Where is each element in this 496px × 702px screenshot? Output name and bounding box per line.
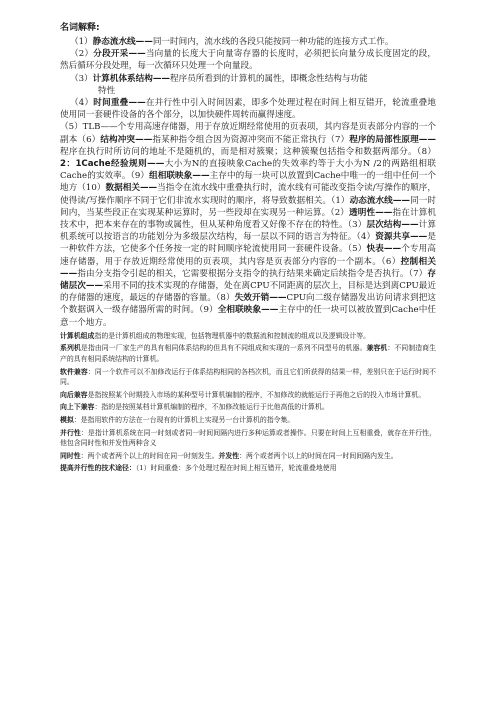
def-text: ：是指用软件的方法在一台现有的计算机上实现另一台计算机的指令集。	[73, 416, 295, 425]
item-1	[60, 36, 436, 48]
def-up-down-compat	[60, 402, 436, 413]
def-term: 向后兼容	[60, 390, 88, 399]
item-number: （4）	[70, 98, 94, 109]
def-text: 指的是计算机组成的物理实现，包括物理机器中的数据流和控制流的组成以及逻辑设计等。	[94, 331, 371, 340]
def-text: ：两个或者两个以上的时间在同一时刻发生。	[80, 451, 219, 460]
def-term: 并行性	[60, 428, 81, 437]
def-text: ：两个或者两个以上的时间在同一时间间隔内发生。	[239, 451, 398, 460]
item-2	[60, 48, 436, 72]
def-term: 向上下兼容	[60, 403, 95, 412]
term-set-associative: 组相联映象——	[149, 171, 210, 182]
def-term: 同时性	[60, 451, 81, 460]
terms-block	[60, 331, 436, 474]
item-number: （1）	[70, 37, 93, 47]
def-term: 兼容机	[366, 344, 388, 353]
item-definition: 同一时间内，流水线的各段只能按同一种功能的连接方式工作。	[152, 37, 394, 47]
term-data-hazard: 数据相关——	[105, 183, 158, 194]
term-miss-penalty: 失效开销——	[234, 293, 287, 304]
def-term: 系列机	[60, 344, 81, 353]
text-run: （5）TLB——个专用高速存储器，用于存放近期经常使用的页表项，其内容是页表部分内容的一个副本（6）	[60, 122, 436, 145]
item-3-tail: 特性	[98, 85, 116, 96]
def-text: 是指按照某个时期投入市场的某种型号计算机编制的程序，不加修改的就能运行于再他之后的投入市场计算机。	[87, 390, 426, 399]
def-computer-organization	[60, 331, 436, 342]
item-term: 分段开采——	[93, 49, 146, 60]
item-definition: 在并行性中引入时间因素，即多个处理过程在时间上相互错开，轮流重叠地使用同一套硬件设备的各个部分，以加快硬件周转而赢得速度。	[60, 98, 436, 121]
term-transparency: 透明性——	[349, 207, 393, 218]
item-term: 静态流水线——	[92, 37, 153, 47]
text-run: 采用不同的技术实现的存储器，处在离CPU不同距离的层次上，目标是达到离CPU最近的存储器的速度，最远的存储器的容量。（8）	[60, 281, 436, 304]
term-control-hazard: 控制相关——	[60, 256, 436, 279]
text-run: 是一种软件方法，它使多个任务按一定的时间顺序轮流使用同一套硬件设备。（5）	[60, 232, 436, 255]
term-memory-hierarchy: 存储层次——	[60, 268, 436, 292]
text-run: 主存中的每一块可以放置到Cache中唯一的一组中任何一个地方（10）	[60, 171, 436, 194]
def-text: 是指由同一厂家生产的具有相同体系结构的但具有不同组成和实现的一系列不同型号的机器。	[80, 344, 367, 353]
def-text: （1）时间重叠：多个处理过程在时间上相互错开，轮流重叠地使用	[135, 464, 337, 473]
term-locality: 程序的局部性原理——	[349, 134, 436, 145]
def-text: ：指的是按照某档计算机编制的程序，不加修改能运行于比他高低的计算机。	[94, 403, 329, 412]
def-simulation	[60, 415, 436, 426]
item-definition: 当向量的长度大于向量寄存器的长度时，必须把长向量分成长度固定的段，然后循环分段处理，每一次循环只处理一个向量段。	[60, 49, 436, 72]
text-run: CPU向二级存储器发出访问请求到把这个数据调入一级存储器所需的时间。（9）	[60, 293, 437, 316]
text-run: 个专用高速存储器，用于存放近期经常使用的页表项，其内容是页表部分内容的一个副本。（6）	[60, 244, 436, 267]
item-3	[60, 73, 436, 85]
page-title: 名词解释:	[60, 23, 100, 33]
text-run: 指由分支指令引起的相关，它需要根据分支指令的执行结果来确定后续指令是否执行。（7）	[77, 268, 428, 279]
def-term: 提高并行性的技术途径：	[60, 464, 136, 473]
text-run: 大小为N的直接映象Cache的失效率约等于大小为N /2的两路组相联Cache的实效率。（9）	[60, 159, 436, 182]
def-backward-compat	[60, 390, 436, 401]
text-run: 指某种指令组合因为资源冲突而不能正常执行（7）	[152, 134, 350, 145]
def-text: ：同一个软件可以不加修改运行于体系结构相同的各档次机，而且它们所获得的结果一样，差别只在于运行时间不同。	[60, 367, 436, 387]
def-simultaneity	[60, 451, 436, 462]
term-dynamic-pipeline: 动态流水线——	[349, 195, 411, 206]
def-text: ：是指计算机系统在同一时刻或者同一时间间隔内进行多种运算或者操作。只要在时间上互相重叠，就存在并行性，他包含同时性和并发性两种含义	[60, 428, 437, 448]
def-term: 软件兼容	[60, 367, 88, 376]
term-tlb: 快表——	[366, 244, 402, 255]
item-definition: 程序员所看到的计算机的属性，即概念性结构与功能	[170, 73, 368, 84]
item-number: （2）	[70, 49, 94, 60]
item-number: （3）	[70, 73, 93, 84]
item-term: 时间重叠——	[93, 98, 146, 109]
term-structural-hazard: 结构冲突——	[100, 134, 153, 145]
def-parallel-techniques	[60, 463, 436, 474]
item-4	[60, 97, 436, 121]
term-resource-sharing: 资源共享——	[375, 232, 428, 243]
def-term: 模拟	[60, 416, 74, 425]
text-run: 计算机系统可以按语言的功能划分为多级层次结构，每一层以不同的语言为特征。（4）	[60, 220, 436, 243]
text-run: 程序在执行时所访问的地址不是随机的，而是相对簇聚；这种簇聚包括指令和数据两部分。（8）	[60, 146, 436, 157]
item-term: 计算机体系结构——	[92, 73, 171, 84]
def-term: 计算机组成	[60, 331, 95, 340]
text-run: 同一时间内，当某些段正在实现某种运算时，另一些段却在实现另一种运算。（2）	[60, 195, 436, 218]
text-run: 当指令在流水线中重叠执行时，流水线有可能改变指令读/写操作的顺序，使得读/写操作顺序不同于它们非流水实现时的顺序，将导致数据相关。（1）	[60, 183, 436, 206]
text-run: 指在计算机技术中，把本来存在的事物或属性，但从某种角度看又好像不存在的特性。（3）	[60, 207, 436, 231]
combined-paragraph	[60, 121, 436, 328]
def-term: 并发性	[218, 451, 240, 460]
term-fully-associative: 全相联映象——	[217, 305, 279, 316]
term-cache-rule: 2：1Cache经验规则——	[60, 159, 165, 170]
def-software-compat	[60, 367, 436, 388]
def-text: ：不同制造商生产的具有相同系统结构的计算机。	[60, 344, 437, 364]
definitions-block	[60, 36, 436, 329]
term-hierarchy: 层次结构——	[366, 220, 419, 231]
def-parallelism	[60, 428, 436, 449]
def-family-machine	[60, 343, 436, 364]
text-run: 主存中的任一块可以被放置到Cache中任意一个地方。	[60, 305, 436, 328]
